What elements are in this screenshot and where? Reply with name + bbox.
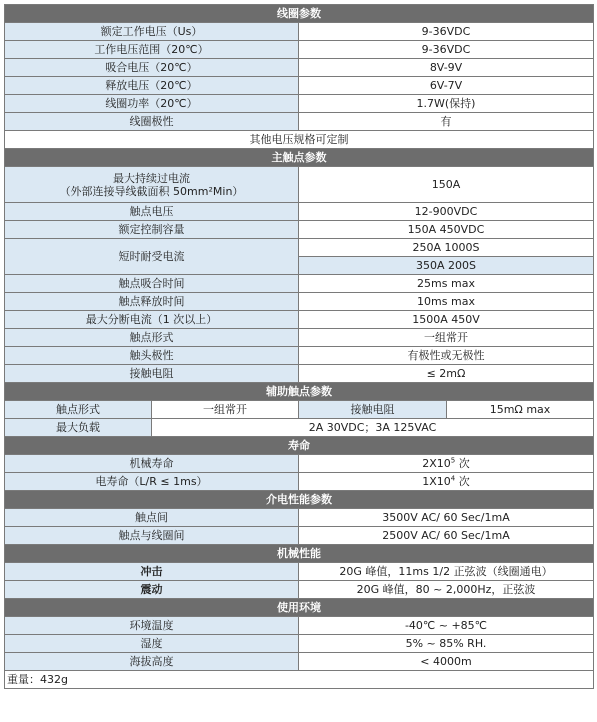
table-row (5, 563, 594, 581)
row-label: 触点释放时间 (5, 293, 299, 311)
continuous-current-sublabel: （外部连接导线截面积 50mm²Min） (59, 184, 244, 198)
elec-life-unit: 次 (455, 475, 470, 488)
row-value: < 4000m (299, 653, 594, 671)
row-value: ≤ 2mΩ (299, 365, 594, 383)
table-row (5, 275, 594, 293)
row-value: 150A 450VDC (299, 221, 594, 239)
row-value: 20G 峰值，11ms 1/2 正弦波（线圈通电） (299, 563, 594, 581)
row-label: 工作电压范围（20℃） (5, 41, 299, 59)
row-label: 最大分断电流（1 次以上） (5, 311, 299, 329)
section-header-life: 寿命 (5, 437, 594, 455)
table-row (5, 95, 594, 113)
row-label: 吸合电压（20℃） (5, 59, 299, 77)
row-value: 10ms max (299, 293, 594, 311)
row-label: 额定控制容量 (5, 221, 299, 239)
section-header-mechanical: 机械性能 (5, 545, 594, 563)
spec-table (4, 4, 594, 689)
table-row (5, 581, 594, 599)
table-row (5, 23, 594, 41)
row-label: 触点电压 (5, 203, 299, 221)
table-row (5, 311, 594, 329)
row-value: 9-36VDC (299, 41, 594, 59)
row-label: 电寿命（L/R ≤ 1ms） (5, 473, 299, 491)
row-value: 8V-9V (299, 59, 594, 77)
row-value: 3500V AC/ 60 Sec/1mA (299, 509, 594, 527)
row-label (5, 167, 299, 203)
elec-life-exponent: 4 (450, 474, 456, 483)
mech-life-base: 2X10 (422, 457, 451, 470)
table-row (5, 293, 594, 311)
section-header-main-contact: 主触点参数 (5, 149, 594, 167)
row-value: 2A 30VDC；3A 125VAC (152, 419, 594, 437)
table-row (5, 419, 594, 437)
section-header-coil: 线圈参数 (5, 5, 594, 23)
row-value: 6V-7V (299, 77, 594, 95)
row-value: 12-900VDC (299, 203, 594, 221)
table-row (5, 617, 594, 635)
row-label: 触点与线圈间 (5, 527, 299, 545)
section-header-environment: 使用环境 (5, 599, 594, 617)
row-label: 触头极性 (5, 347, 299, 365)
row-value: 350A 200S (299, 257, 594, 275)
row-label: 接触电阻 (5, 365, 299, 383)
mech-life-unit: 次 (455, 457, 470, 470)
row-value: 一组常开 (152, 401, 299, 419)
row-value (299, 473, 594, 491)
row-label: 线圈功率（20℃） (5, 95, 299, 113)
row-label: 触点形式 (5, 401, 152, 419)
row-value: 9-36VDC (299, 23, 594, 41)
row-value: 2500V AC/ 60 Sec/1mA (299, 527, 594, 545)
table-row (5, 473, 594, 491)
row-label: 湿度 (5, 635, 299, 653)
mech-life-exponent: 5 (450, 456, 456, 465)
row-value: 1500A 450V (299, 311, 594, 329)
table-row (5, 365, 594, 383)
table-row (5, 401, 594, 419)
row-label: 额定工作电压（Us） (5, 23, 299, 41)
row-label: 机械寿命 (5, 455, 299, 473)
row-label: 海拔高度 (5, 653, 299, 671)
row-label: 震动 (5, 581, 299, 599)
table-row (5, 527, 594, 545)
row-value (299, 455, 594, 473)
row-label: 冲击 (5, 563, 299, 581)
table-row (5, 167, 594, 203)
section-header-aux-contact: 辅助触点参数 (5, 383, 594, 401)
row-label: 触点形式 (5, 329, 299, 347)
row-label: 接触电阻 (299, 401, 447, 419)
row-value: 250A 1000S (299, 239, 594, 257)
coil-note: 其他电压规格可定制 (5, 131, 594, 149)
row-value: 15mΩ max (447, 401, 594, 419)
continuous-current-label: 最大持续过电流 (113, 171, 190, 185)
row-value: 有极性或无极性 (299, 347, 594, 365)
spec-sheet (4, 4, 593, 689)
table-row (5, 329, 594, 347)
weight: 重量：432g (5, 671, 594, 689)
row-value: 25ms max (299, 275, 594, 293)
table-row (5, 77, 594, 95)
row-value: 20G 峰值，80 ~ 2,000Hz，正弦波 (299, 581, 594, 599)
row-value: 有 (299, 113, 594, 131)
row-label: 环境温度 (5, 617, 299, 635)
table-row (5, 41, 594, 59)
table-row (5, 203, 594, 221)
table-row (5, 653, 594, 671)
row-label: 触点吸合时间 (5, 275, 299, 293)
section-header-dielectric: 介电性能参数 (5, 491, 594, 509)
row-label: 最大负载 (5, 419, 152, 437)
table-row (5, 239, 594, 257)
row-value: 1.7W(保持) (299, 95, 594, 113)
table-row (5, 113, 594, 131)
row-label: 短时耐受电流 (5, 239, 299, 275)
row-label: 线圈极性 (5, 113, 299, 131)
row-value: 5% ~ 85% RH. (299, 635, 594, 653)
table-row (5, 455, 594, 473)
table-row (5, 131, 594, 149)
table-row (5, 671, 594, 689)
table-row (5, 59, 594, 77)
row-value: 一组常开 (299, 329, 594, 347)
table-row (5, 221, 594, 239)
row-value: -40℃ ~ +85℃ (299, 617, 594, 635)
row-value: 150A (299, 167, 594, 203)
table-row (5, 635, 594, 653)
elec-life-base: 1X10 (422, 475, 451, 488)
row-label: 释放电压（20℃） (5, 77, 299, 95)
table-row (5, 509, 594, 527)
row-label: 触点间 (5, 509, 299, 527)
table-row (5, 347, 594, 365)
